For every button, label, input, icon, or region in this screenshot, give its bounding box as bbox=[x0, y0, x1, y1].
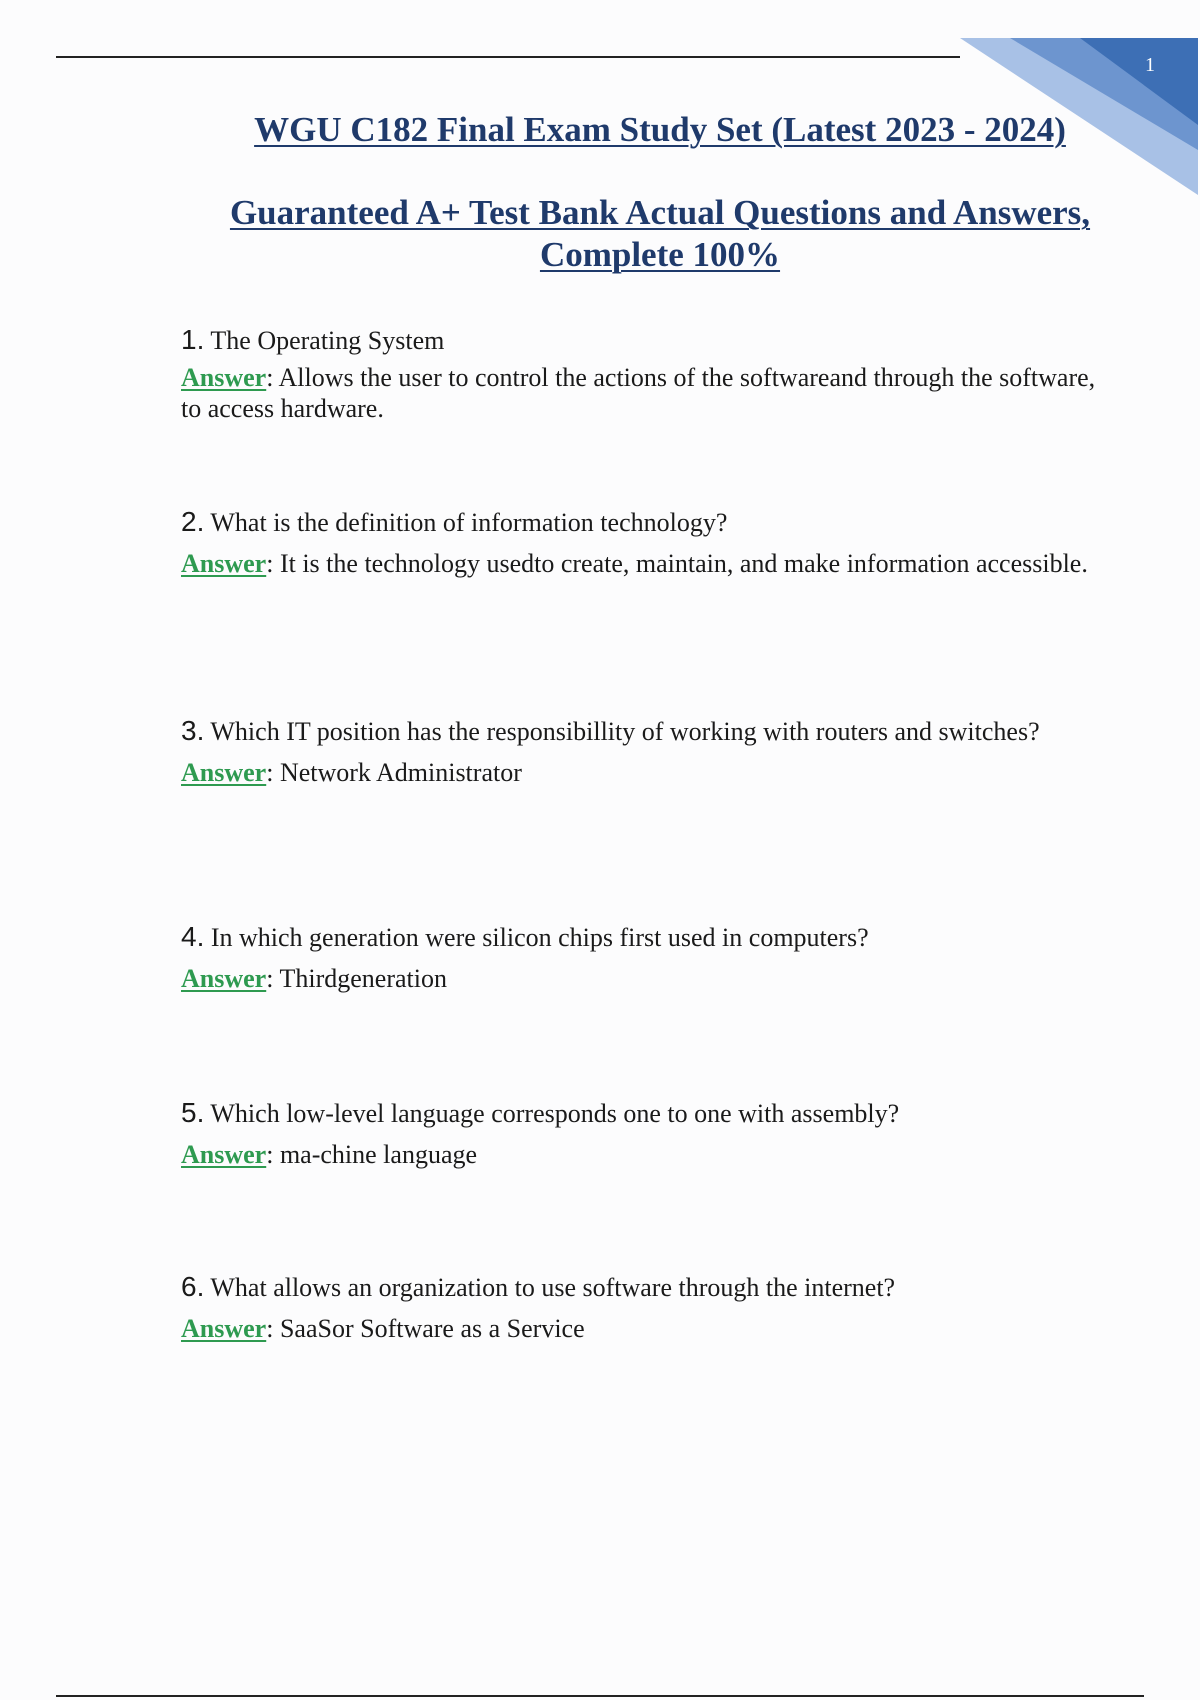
page-number: 1 bbox=[1145, 54, 1155, 76]
answer-label: Answer bbox=[181, 964, 267, 993]
answer-separator: : bbox=[266, 758, 274, 787]
question-text: The Operating System bbox=[210, 326, 445, 355]
answer-separator: : bbox=[266, 549, 274, 578]
document-title: WGU C182 Final Exam Study Set (Latest 2023 - 2024) bbox=[254, 110, 1066, 149]
question-line bbox=[181, 1271, 1101, 1303]
question-line bbox=[181, 921, 1101, 953]
qa-item bbox=[181, 715, 1101, 788]
qa-item bbox=[181, 324, 1101, 424]
question-number: 1. bbox=[181, 324, 205, 355]
question-text: What is the definition of information technology? bbox=[210, 508, 728, 537]
question-number: 3. bbox=[181, 715, 205, 746]
answer-label: Answer bbox=[181, 758, 267, 787]
title-block bbox=[160, 110, 1160, 275]
answer-label: Answer bbox=[181, 549, 267, 578]
answer-line bbox=[181, 1313, 1101, 1344]
answer-text: SaaSor Software as a Service bbox=[279, 1314, 585, 1343]
answer-text: Network Administrator bbox=[279, 758, 522, 787]
question-number: 6. bbox=[181, 1271, 205, 1302]
question-line bbox=[181, 506, 1101, 538]
answer-text: Thirdgeneration bbox=[279, 964, 447, 993]
question-number: 4. bbox=[181, 921, 205, 952]
answer-label: Answer bbox=[181, 1140, 267, 1169]
question-line bbox=[181, 715, 1101, 747]
answer-line bbox=[181, 548, 1101, 579]
question-text: Which low-level language corresponds one to one with assembly? bbox=[210, 1099, 900, 1128]
answer-label: Answer bbox=[181, 1314, 267, 1343]
answer-text: Allows the user to control the actions of the softwareand through the software, to access hardware. bbox=[181, 363, 1096, 423]
question-number: 2. bbox=[181, 506, 205, 537]
answer-line bbox=[181, 362, 1101, 424]
question-text: Which IT position has the responsibillity of working with routers and switches? bbox=[210, 717, 1040, 746]
qa-item bbox=[181, 1097, 1101, 1170]
answer-line bbox=[181, 963, 1101, 994]
qa-item bbox=[181, 921, 1101, 994]
answer-separator: : bbox=[266, 1314, 274, 1343]
header-rule bbox=[56, 56, 960, 58]
answer-line bbox=[181, 757, 1101, 788]
answer-text: ma-chine language bbox=[279, 1140, 478, 1169]
question-text: In which generation were silicon chips first used in computers? bbox=[210, 923, 869, 952]
answer-separator: : bbox=[266, 363, 274, 392]
document-subtitle: Guaranteed A+ Test Bank Actual Questions and Answers, Complete 100% bbox=[229, 193, 1091, 274]
answer-text: It is the technology usedto create, maintain, and make information accessible. bbox=[279, 549, 1088, 578]
footer-rule bbox=[56, 1695, 1144, 1697]
question-text: What allows an organization to use software through the internet? bbox=[210, 1273, 896, 1302]
question-line bbox=[181, 324, 1101, 356]
answer-separator: : bbox=[266, 1140, 274, 1169]
answer-line bbox=[181, 1139, 1101, 1170]
question-number: 5. bbox=[181, 1097, 205, 1128]
answer-separator: : bbox=[266, 964, 274, 993]
qa-item bbox=[181, 506, 1101, 579]
qa-item bbox=[181, 1271, 1101, 1344]
answer-label: Answer bbox=[181, 363, 267, 392]
question-line bbox=[181, 1097, 1101, 1129]
